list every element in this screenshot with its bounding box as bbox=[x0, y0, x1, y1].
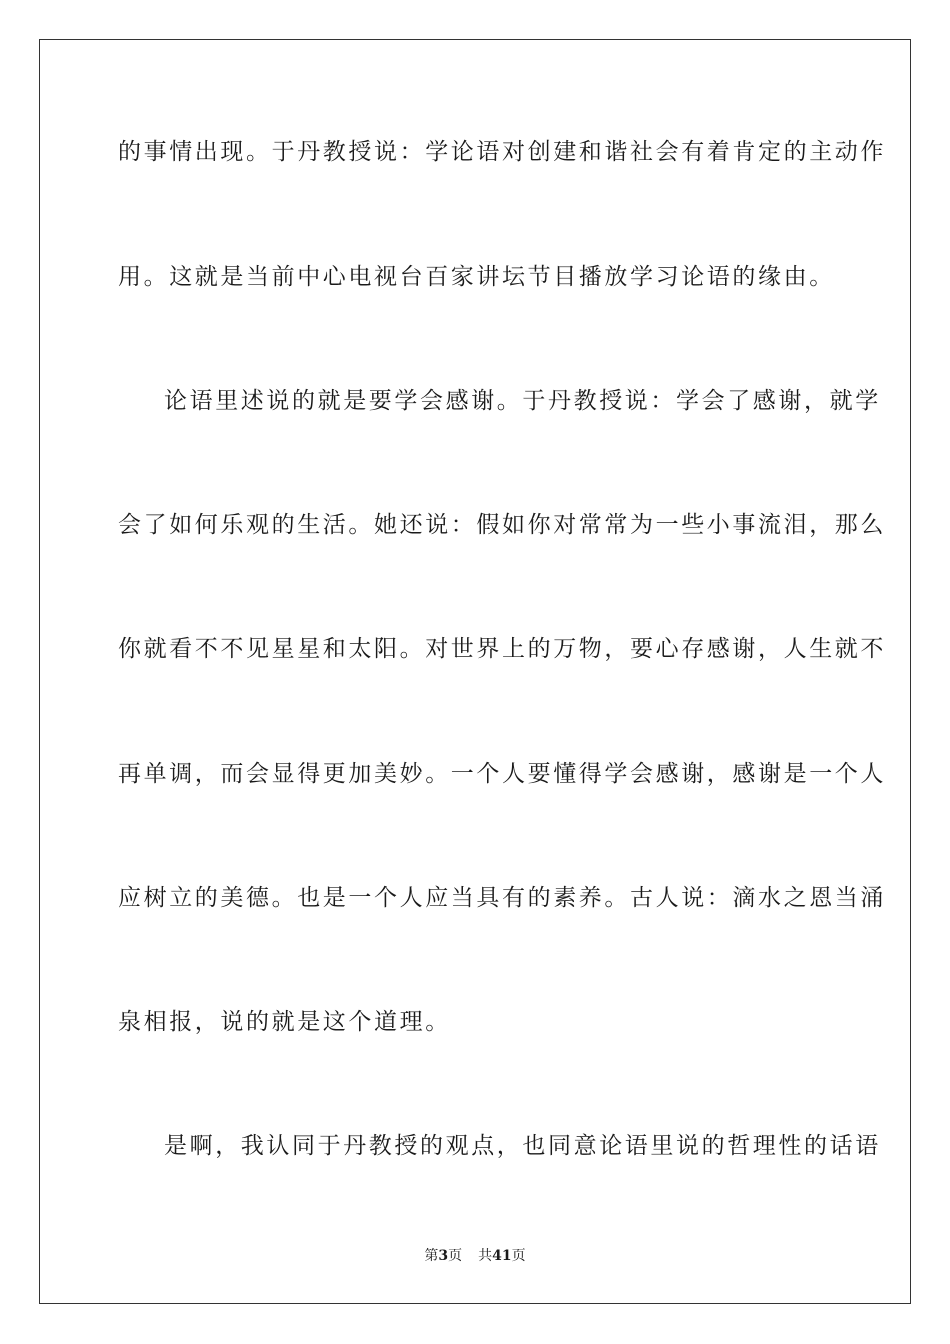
total-prefix: 共 bbox=[478, 1248, 493, 1264]
paragraph-2-line-3: 你就看不不见星星和太阳。对世界上的万物，要心存感谢，人生就不 bbox=[118, 636, 886, 662]
total-pages: 41 bbox=[492, 1248, 512, 1264]
paragraph-2-line-1: 论语里述说的就是要学会感谢。于丹教授说：学会了感谢，就学 bbox=[164, 388, 881, 414]
text-line-2: 用。这就是当前中心电视台百家讲坛节目播放学习论语的缘由。 bbox=[118, 264, 835, 290]
page-footer bbox=[0, 1246, 950, 1266]
page-suffix: 页 bbox=[448, 1248, 463, 1264]
paragraph-2-line-4: 再单调，而会显得更加美妙。一个人要懂得学会感谢，感谢是一个人 bbox=[118, 761, 886, 787]
paragraph-2-line-5: 应树立的美德。也是一个人应当具有的素养。古人说：滴水之恩当涌 bbox=[118, 885, 886, 911]
paragraph-3-line-1: 是啊，我认同于丹教授的观点，也同意论语里说的哲理性的话语 bbox=[164, 1133, 881, 1159]
page-prefix: 第 bbox=[424, 1248, 439, 1264]
text-line-1: 的事情出现。于丹教授说：学论语对创建和谐社会有着肯定的主动作 bbox=[118, 139, 886, 165]
page-number: 3 bbox=[438, 1248, 449, 1264]
page-border bbox=[39, 39, 911, 1304]
paragraph-2-line-6: 泉相报，说的就是这个道理。 bbox=[118, 1009, 451, 1035]
paragraph-2-line-2: 会了如何乐观的生活。她还说：假如你对常常为一些小事流泪，那么 bbox=[118, 512, 886, 538]
total-suffix: 页 bbox=[511, 1248, 526, 1264]
